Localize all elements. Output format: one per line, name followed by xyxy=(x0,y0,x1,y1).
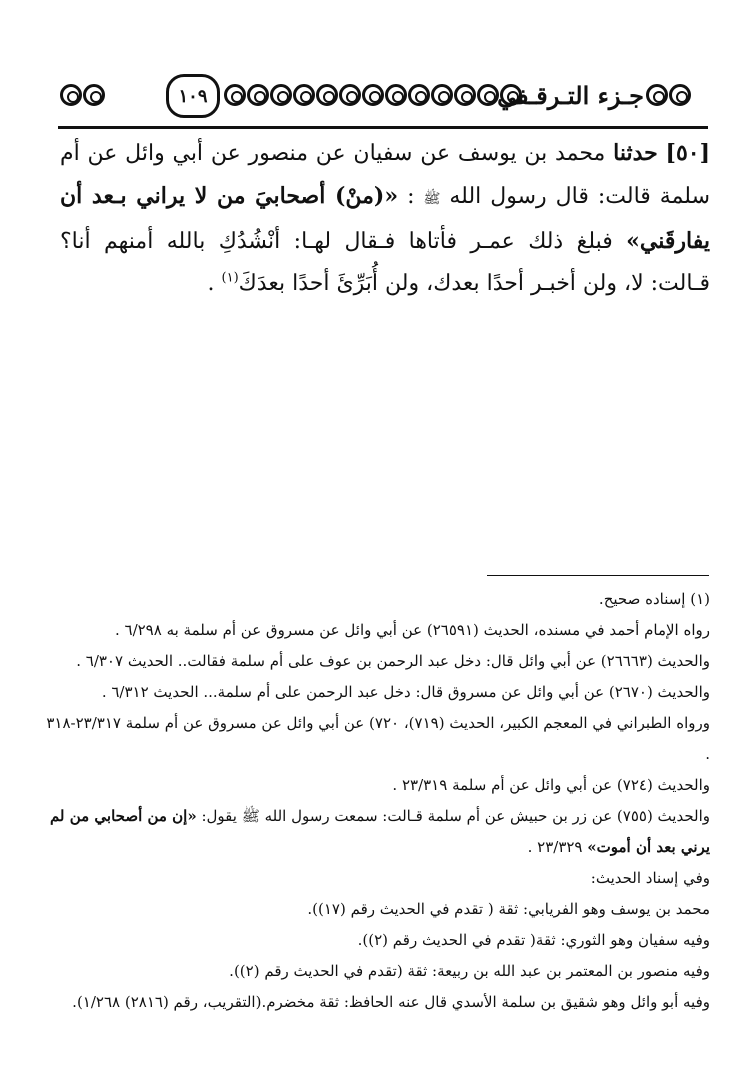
footnote-line: ورواه الطبراني في المعجم الكبير، الحديث (٧١٩)، ٧٢٠) عن أبي وائل عن مسروق عن أم سلمة ٢٣/٣١٧-٣١٨ . xyxy=(46,714,710,763)
ring-ornament-icon xyxy=(316,84,338,106)
narration-body: فبلغ ذلك عمـر فأتاها فـقال لهـا: أنْشُدُكِ بالله أمنهم أنا؟ قـالت: لا، ولن أخبـر أحدًا بعدك، ولن أُبَرِّئَ أحدًا بعدَكَ xyxy=(60,229,710,296)
ring-ornament-icon xyxy=(339,84,361,106)
footnote-reference: (١) xyxy=(221,270,239,286)
hadith-text xyxy=(60,132,710,305)
ornament-group-left xyxy=(60,82,105,108)
ring-ornament-icon xyxy=(270,84,292,106)
isnad-chain: محمد بن يوسف عن سفيان عن منصور عن أبي وائل عن أم سلمة قالت: قال رسول الله xyxy=(60,141,711,209)
ring-ornament-icon xyxy=(83,84,105,106)
ring-ornament-icon xyxy=(408,84,430,106)
footnote-line: (١) إسناده صحيح. xyxy=(598,590,710,608)
footnote-line: وفيه منصور بن المعتمر بن عبد الله بن ربيعة: ثقة (تقدم في الحديث رقم (٢)). xyxy=(229,962,710,980)
ring-ornament-icon xyxy=(362,84,384,106)
footnote-line: وفي إسناد الحديث: xyxy=(590,869,710,887)
footnote-line xyxy=(44,801,710,863)
footnotes xyxy=(44,584,710,1018)
ornament-group-middle xyxy=(224,82,522,108)
footnote-quote: «إن من أصحابي من لم يرني بعد أن أموت» xyxy=(49,807,710,856)
salutation-glyph: ﷺ xyxy=(423,191,441,207)
page-header xyxy=(58,68,708,129)
hadith-number: [٥٠] xyxy=(665,140,711,166)
footnote-line: والحديث (٢٦٧٠) عن أبي وائل عن مسروق قال: دخل عبد الرحمن على أم سلمة... الحديث ٦/٣١٢ . xyxy=(101,683,710,701)
ring-ornament-icon xyxy=(293,84,315,106)
footnote-text: ٢٣/٣٢٩ . xyxy=(527,838,588,856)
part-title: جـزء التـرقـفي xyxy=(497,81,644,110)
ring-ornament-icon xyxy=(477,84,499,106)
footnote-line: وفيه سفيان وهو الثوري: ثقة( تقدم في الحديث رقم (٢)). xyxy=(357,931,710,949)
footnote-text: والحديث (٧٥٥) عن زر بن حبيش عن أم سلمة قـالت: سمعت رسول الله ﷺ يقول: xyxy=(196,807,710,825)
ring-ornament-icon xyxy=(454,84,476,106)
colon: : xyxy=(398,184,424,209)
prophetic-quote: «(منْ) أصحابيَ من لا يراني بـعد أن يفارقَني» xyxy=(60,183,710,254)
ring-ornament-icon xyxy=(385,84,407,106)
ring-ornament-icon xyxy=(646,84,668,106)
footnote-separator xyxy=(487,575,709,576)
ornament-group-right xyxy=(646,82,691,108)
footnote-line: وفيه أبو وائل وهو شقيق بن سلمة الأسدي قال عنه الحافظ: ثقة مخضرم.(التقريب، رقم (٢٨١٦) ١/٢٦٨). xyxy=(72,993,710,1011)
footnote-line: والحديث (٧٢٤) عن أبي وائل عن أم سلمة ٢٣/٣١٩ . xyxy=(392,776,710,794)
footnote-line: محمد بن يوسف وهو الفريابي: ثقة ( تقدم في الحديث رقم (١٧)). xyxy=(307,900,710,918)
ring-ornament-icon xyxy=(224,84,246,106)
footnote-line: رواه الإمام أحمد في مسنده، الحديث (٢٦٥٩١) عن أبي وائل عن مسروق عن أم سلمة به ٦/٢٩٨ . xyxy=(114,621,710,639)
ring-ornament-icon xyxy=(669,84,691,106)
ring-ornament-icon xyxy=(60,84,82,106)
narration-intro: حدثنا xyxy=(613,140,658,166)
footnote-line: والحديث (٢٦٦٦٣) عن أبي وائل قال: دخل عبد الرحمن بن عوف على أم سلمة فقالت.. الحديث ٦/٣٠٧ . xyxy=(76,652,710,670)
ring-ornament-icon xyxy=(247,84,269,106)
hadith-paragraph xyxy=(60,132,710,305)
ending-mark: . xyxy=(207,271,222,296)
page-number: ١٠٩ xyxy=(166,74,220,118)
ring-ornament-icon xyxy=(431,84,453,106)
